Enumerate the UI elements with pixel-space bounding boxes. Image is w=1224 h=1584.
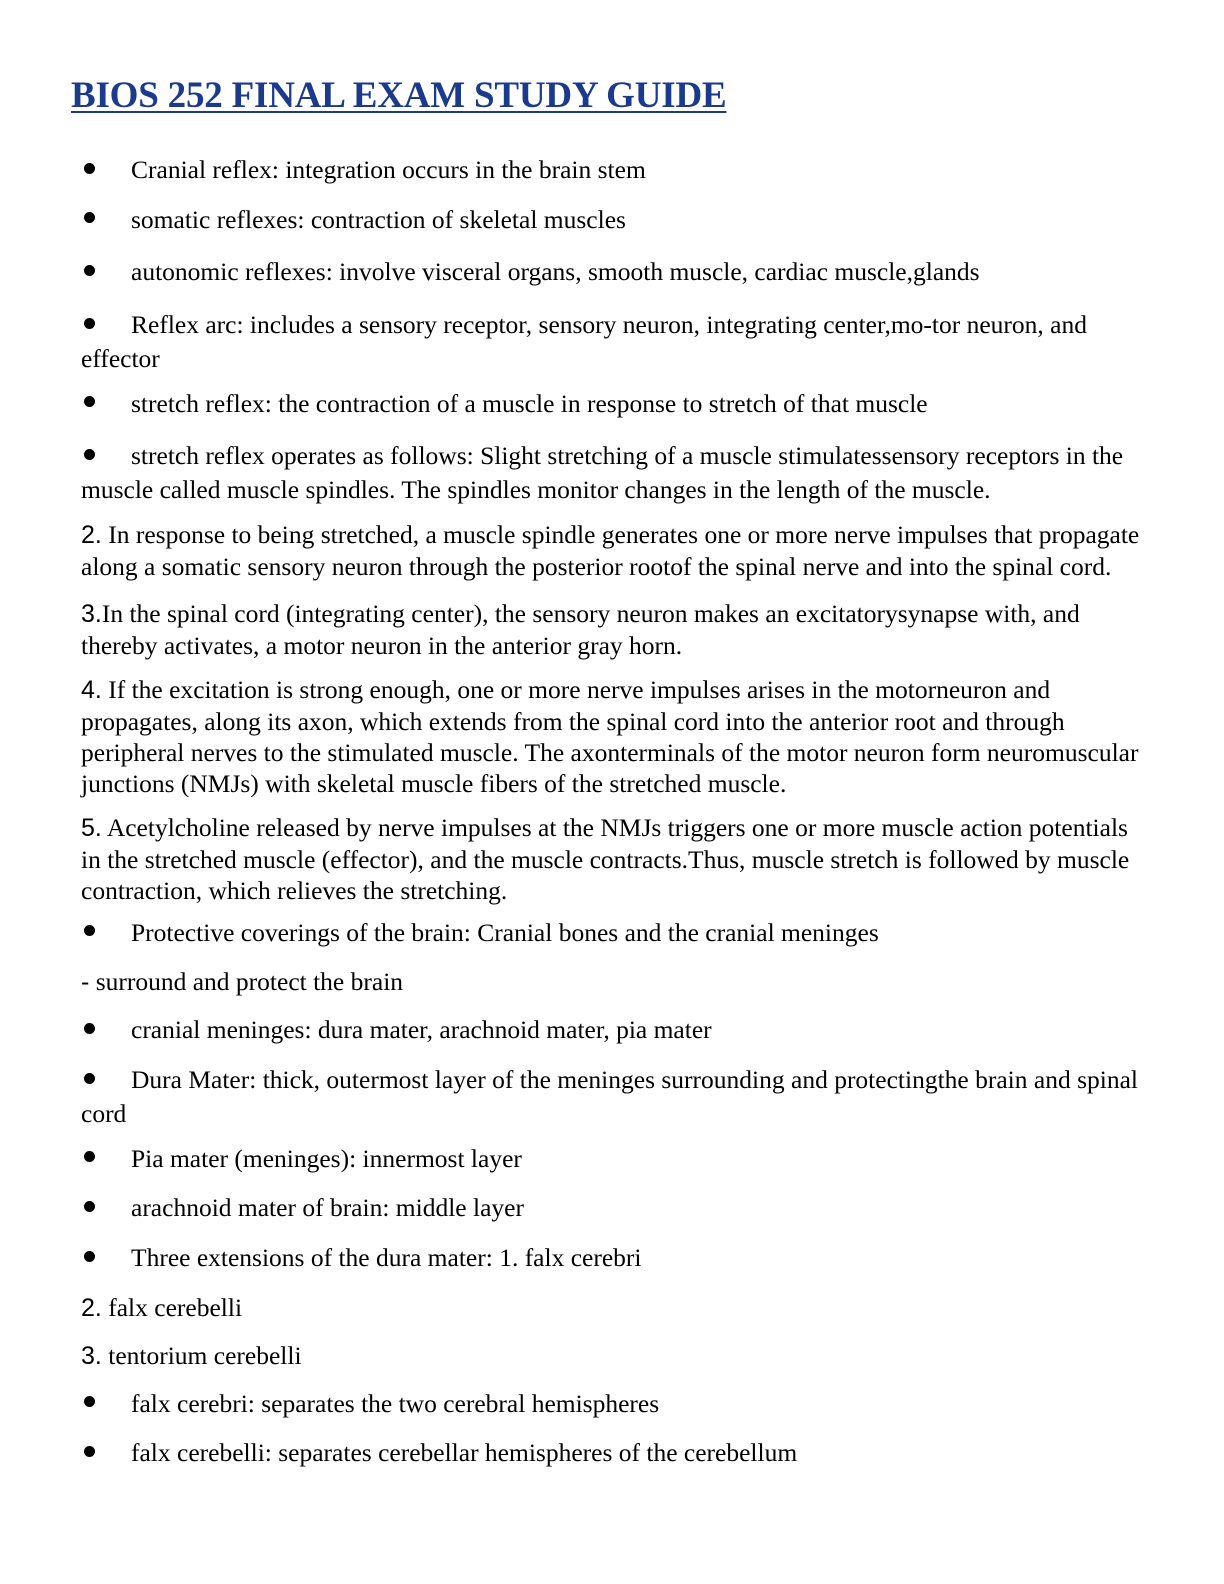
- item-text: autonomic reflexes: involve visceral organs, smooth muscle, cardiac muscle,glands: [131, 257, 980, 287]
- item-text: In the spinal cord (integrating center), the sensory neuron makes an excitatorysynapse with, and thereby activates, a motor neuron in the anterior gray horn.: [81, 598, 1080, 660]
- bullet-item: [81, 309, 1146, 374]
- bullet-icon: [81, 387, 131, 418]
- numbered-item: [81, 519, 1146, 582]
- bullet-icon: [81, 1192, 131, 1223]
- bullet-item: [81, 1143, 1146, 1177]
- item-text: surround and protect the brain: [89, 967, 404, 997]
- bullet-item: [81, 1064, 1146, 1129]
- bullet-icon: [81, 256, 131, 287]
- dash-marker: -: [81, 968, 90, 997]
- item-text: Three extensions of the dura mater: 1. falx cerebri: [131, 1243, 642, 1273]
- bullet-item: [81, 388, 1146, 422]
- numbered-item: [81, 674, 1146, 799]
- numbered-item: [81, 1292, 1146, 1324]
- bullet-icon: [81, 1387, 131, 1418]
- bullet-icon: [81, 440, 131, 471]
- document-page: [71, 75, 1146, 1471]
- item-text: stretch reflex: the contraction of a muscle in response to stretch of that muscle: [131, 388, 928, 418]
- item-text: falx cerebelli: [101, 1292, 243, 1322]
- item-text: tentorium cerebelli: [101, 1340, 302, 1370]
- item-number: 2.: [81, 1293, 102, 1322]
- bullet-icon: [81, 309, 131, 340]
- item-text: Protective coverings of the brain: Cranial bones and the cranial meninges: [131, 917, 879, 947]
- item-text: falx cerebelli: separates cerebellar hemispheres of the cerebellum: [131, 1438, 798, 1468]
- item-number: 2.: [81, 520, 102, 549]
- bullet-item: [81, 256, 1146, 290]
- item-number: 3.: [81, 1341, 102, 1370]
- item-text: If the excitation is strong enough, one or more nerve impulses arises in the motorneuron and propagates, along its axon, which extends from the spinal cord into the anterior root and through peripheral nerves to the stimulated muscle. The axonterminals of the motor neuron form neuromuscular junctions (NMJs) with skeletal muscle fibers of the stretched muscle.: [81, 674, 1139, 798]
- bullet-icon: [81, 1142, 131, 1173]
- item-text: Dura Mater: thick, outermost layer of the meninges surrounding and protectingthe brain and spinal cord: [81, 1065, 1138, 1128]
- item-text: Reflex arc: includes a sensory receptor, sensory neuron, integrating center,mo-tor neuron, and effector: [81, 309, 1087, 373]
- bullet-item: [81, 1242, 1146, 1276]
- item-text: Acetylcholine released by nerve impulses at the NMJs triggers one or more muscle action potentials in the stretched muscle (effector), and the muscle contracts.Thus, muscle stretch is followed by muscle contraction, which relieves the stretching.: [81, 812, 1130, 905]
- item-text: falx cerebri: separates the two cerebral hemispheres: [131, 1388, 660, 1418]
- item-text: Pia mater (meninges): innermost layer: [131, 1143, 522, 1173]
- numbered-item: [81, 1340, 1146, 1372]
- bullet-icon: [81, 1437, 131, 1468]
- bullet-icon: [81, 1242, 131, 1273]
- bullet-icon: [81, 916, 131, 947]
- item-text: arachnoid mater of brain: middle layer: [131, 1193, 524, 1223]
- bullet-item: [81, 1192, 1146, 1226]
- bullet-item: [81, 154, 1146, 188]
- bullet-icon: [81, 1014, 131, 1045]
- page-title: BIOS 252 FINAL EXAM STUDY GUIDE: [71, 75, 727, 116]
- item-number: 5.: [81, 813, 102, 842]
- item-text: In response to being stretched, a muscle spindle generates one or more nerve impulses that propagate along a somatic sensory neuron through the posterior rootof the spinal nerve and into the spinal cord.: [81, 519, 1140, 581]
- item-number: 3.: [81, 599, 102, 628]
- bullet-item: [81, 204, 1146, 238]
- bullet-icon: [81, 1064, 131, 1095]
- item-text: somatic reflexes: contraction of skeletal muscles: [131, 204, 626, 234]
- bullet-icon: [81, 203, 131, 234]
- bullet-item: [81, 1388, 1146, 1422]
- numbered-item: [81, 812, 1146, 906]
- item-text: stretch reflex operates as follows: Slight stretching of a muscle stimulatessensory receptors in the muscle called muscle spindles. The spindles monitor changes in the length of the muscle.: [81, 441, 1124, 504]
- item-text: Cranial reflex: integration occurs in the brain stem: [131, 155, 646, 184]
- numbered-item: [81, 598, 1146, 661]
- bullet-item: [81, 917, 1146, 951]
- bullet-icon: [81, 154, 131, 185]
- bullet-item: [81, 440, 1146, 505]
- item-text: cranial meninges: dura mater, arachnoid mater, pia mater: [131, 1015, 712, 1045]
- dash-item: [81, 966, 1146, 998]
- bullet-item: [81, 1437, 1146, 1471]
- study-guide-list: [81, 154, 1146, 1471]
- bullet-item: [81, 1014, 1146, 1048]
- item-number: 4.: [81, 675, 102, 704]
